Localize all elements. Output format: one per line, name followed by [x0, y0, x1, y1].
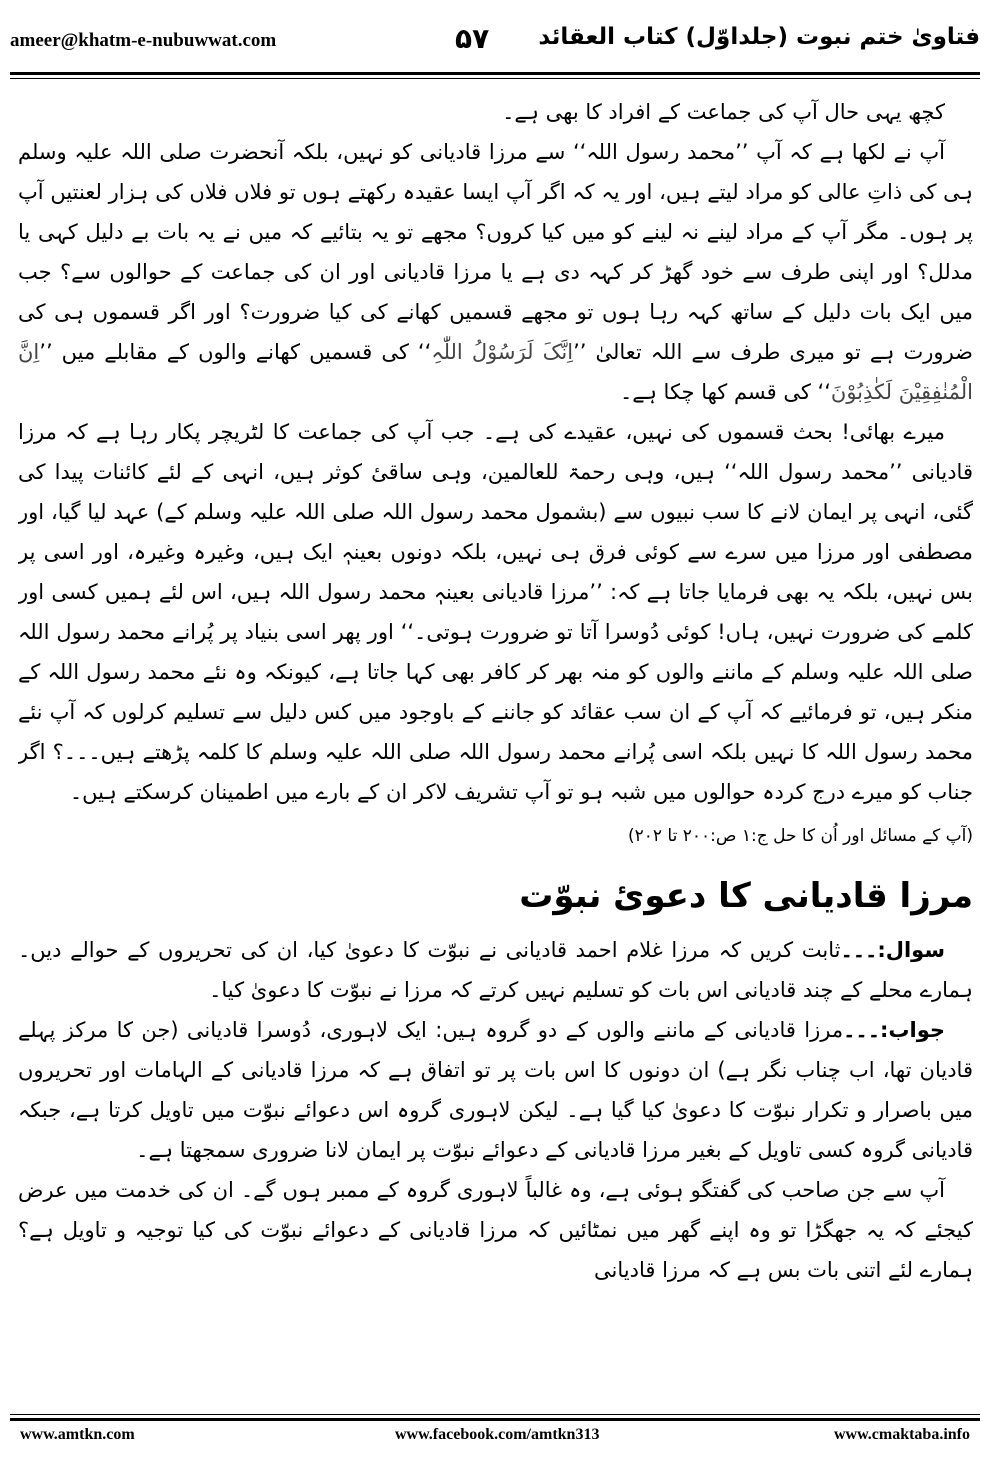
footer-link-cmaktaba[interactable]: www.cmaktaba.info [833, 1426, 970, 1443]
paragraph: آپ سے جن صاحب کی گفتگو ہوئی ہے، وہ غالباً لاہوری گروہ کے ممبر ہوں گے۔ ان کی خدمت میں عرض کیجئے کہ یہ جھگڑا تو وہ اپنے گھر میں نمٹائیں کہ مرزا قادیانی کے دعوائے نبوّت کی کیا توجیہ و تاویل ہے؟ ہمارے لئے اتنی بات بس ہے کہ مرزا قادیانی [18, 1178, 973, 1282]
book-title: فتاویٰ ختم نبوت (جلداوّل) کتاب العقائد [538, 24, 980, 50]
question-paragraph [18, 930, 973, 1010]
page-content [18, 92, 973, 1402]
footer-rule-thin [10, 1414, 980, 1415]
paragraph-text: ‘‘ کی قسمیں کھانے والوں کے مقابلے میں ’’ [39, 340, 432, 364]
page-header [10, 18, 980, 68]
answer-text: مرزا قادیانی کے ماننے والوں کے دو گروہ ہیں: ایک لاہوری، دُوسرا قادیانی (جن کا مرکز پہلے قادیان تھا، اب چناب نگر ہے) ان دونوں کا اس بات پر تو اتفاق ہے کہ مرزا قادیانی کے الہامات اور تحریروں میں باصرار و تکرار نبوّت کا دعویٰ کیا گیا ہے۔ لیکن لاہوری گروہ اس دعوائے نبوّت میں تاویل کرتا ہے، جبکہ قادیانی گروہ کسی تاویل کے بغیر مرزا قادیانی کے دعوائے نبوّت پر ایمان لانا ضروری سمجھتا ہے۔ [18, 1018, 973, 1162]
paragraph-text: ‘‘ کی قسم کھا چکا ہے۔ [619, 380, 831, 404]
footer-link-facebook[interactable]: www.facebook.com/amtkn313 [395, 1426, 600, 1443]
page-footer [10, 1426, 980, 1452]
question-text: ثابت کریں کہ مرزا غلام احمد قادیانی نے نبوّت کا دعویٰ کیا، ان کی تحریروں کے حوالے دیں۔ ہمارے محلے کے چند قادیانی اس بات کو تسلیم نہیں کرتے کہ مرزا نے نبوّت کا دعویٰ کیا۔ [18, 938, 973, 1002]
section-heading: مرزا قادیانی کا دعویٔ نبوّت [519, 876, 973, 916]
answer-paragraph [18, 1010, 973, 1170]
quran-verse: اِنَّ الْمُنٰفِقِیْنَ لَکٰذِبُوْنَ [18, 340, 973, 404]
footer-rule-thick [10, 1418, 980, 1421]
question-label: سوال:۔۔۔ [840, 938, 945, 962]
footer-link-amtkn[interactable]: www.amtkn.com [20, 1426, 135, 1443]
quran-verse: اِنَّکَ لَرَسُوْلُ اللّٰہِ [431, 340, 574, 364]
paragraph [18, 132, 973, 412]
paragraph: میرے بھائی! بحث قسموں کی نہیں، عقیدے کی ہے۔ جب آپ کی جماعت کا لٹریچر پکار رہا ہے کہ مرزا قادیانی ’’محمد رسول اللہ‘‘ ہیں، وہی رحمۃ للعالمین، وہی ساقیٔ کوثر ہیں، انہی کے لئے کائنات پیدا کی گئی، انہی پر ایمان لانے کا سب نبیوں سے (بشمول محمد رسول اللہ صلی اللہ علیہ وسلم کے) عہد لیا گیا، اور مصطفی اور مرزا میں سرے سے کوئی فرق ہی نہیں، بلکہ دونوں بعینہٖ ایک ہیں، وغیرہ وغیرہ، اور اسی پر بس نہیں، بلکہ یہ بھی فرمایا جاتا ہے کہ: ’’مرزا قادیانی بعینہٖ محمد رسول اللہ ہیں، اس لئے ہمیں کسی اور کلمے کی ضرورت نہیں، ہاں! کوئی دُوسرا آتا تو ضرورت ہوتی۔‘‘ اور پھر اسی بنیاد پر پُرانے محمد رسول اللہ صلی اللہ علیہ وسلم کے ماننے والوں کو منہ بھر کر کافر بھی کہا جاتا ہے، کیونکہ وہ نئے محمد رسول اللہ کے منکر ہیں، تو فرمائیے کہ آپ کے ان سب عقائد کو جاننے کے باوجود میں کس دلیل سے تسلیم کرلوں کہ آپ نئے محمد رسول اللہ کا نہیں بلکہ اسی پُرانے محمد رسول اللہ صلی اللہ علیہ وسلم کا کلمہ پڑھتے ہیں۔۔۔؟ اگر جناب کو میرے درج کردہ حوالوں میں شبہ ہو تو آپ تشریف لاکر ان کے بارے میں اطمینان کرسکتے ہیں۔ [18, 420, 973, 804]
reference-citation: (آپ کے مسائل اور اُن کا حل ج:۱ ص:۲۰۰ تا ۲۰۲) [627, 826, 973, 846]
paragraph: کچھ یہی حال آپ کی جماعت کے افراد کا بھی ہے۔ [502, 100, 945, 124]
paragraph-text: آپ نے لکھا ہے کہ آپ ’’محمد رسول اللہ‘‘ سے مرزا قادیانی کو نہیں، بلکہ آنحضرت صلی اللہ علیہ وسلم ہی کی ذاتِ عالی کو مراد لیتے ہیں، اور یہ کہ اگر آپ ایسا عقیدہ رکھتے ہوں تو فلاں فلاں کی ہزار لعنتیں آپ پر ہوں۔ مگر آپ کے مراد لینے نہ لینے کو میں کیا کروں؟ مجھے تو یہ بتائیے کہ میں نے یہ بات بے دلیل کہی یا مدلل؟ اور اپنی طرف سے خود گھڑ کر کہہ دی ہے یا مرزا قادیانی اور ان کی جماعت کے حوالوں سے؟ جب میں ایک بات دلیل کے ساتھ کہہ رہا ہوں تو مجھے قسمیں کھانے کی کیا ضرورت؟ اور اگر قسموں ہی کی ضرورت ہے تو میری طرف سے اللہ تعالیٰ ’’ [18, 140, 973, 364]
header-rule-thin [10, 78, 980, 79]
page-number: ۵۷ [455, 22, 490, 55]
answer-label: جواب:۔۔۔ [843, 1018, 945, 1042]
header-rule-thick [10, 72, 980, 75]
header-email[interactable]: ameer@khatm-e-nubuwwat.com [10, 30, 277, 51]
